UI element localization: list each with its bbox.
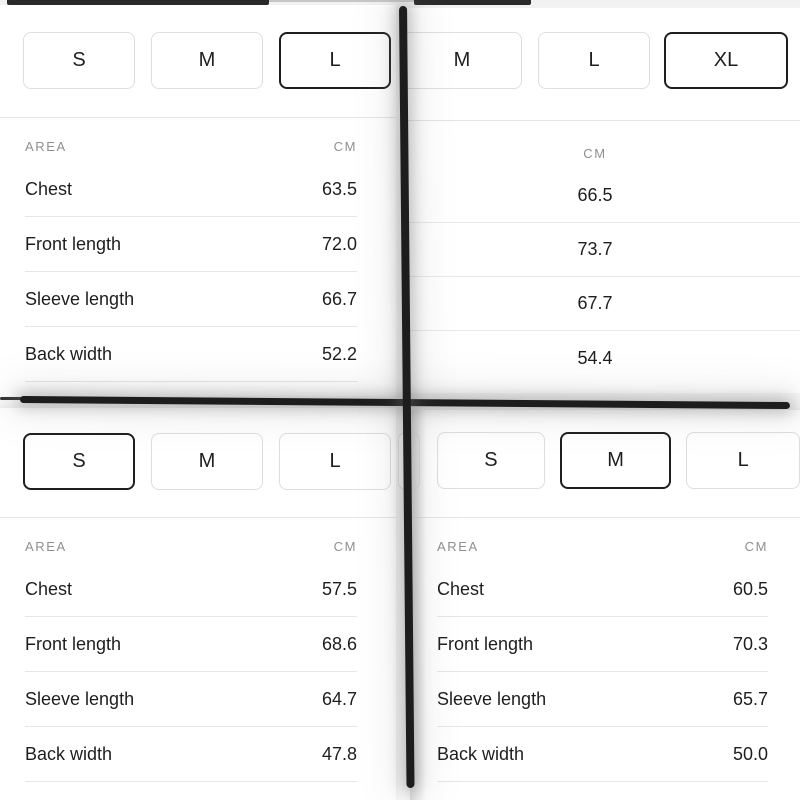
screenshot-top-border-left xyxy=(7,0,269,5)
table-row xyxy=(25,217,357,272)
size-chart-panel-top-right xyxy=(408,8,800,393)
row-value: 47.8 xyxy=(321,743,357,764)
row-value: 65.7 xyxy=(732,688,768,709)
table-row xyxy=(25,727,357,782)
size-button-m[interactable]: M xyxy=(402,32,522,89)
table-row xyxy=(25,617,357,672)
row-label: Back width xyxy=(25,743,113,764)
table-header xyxy=(408,121,800,169)
row-value: 67.7 xyxy=(577,293,613,313)
row-value: 63.5 xyxy=(321,178,357,199)
row-label: Sleeve length xyxy=(25,688,135,709)
row-label: Front length xyxy=(25,233,122,254)
size-button-m[interactable]: M xyxy=(151,32,263,89)
table-row xyxy=(25,272,357,327)
table-row xyxy=(437,617,768,672)
row-label: Sleeve length xyxy=(437,688,547,709)
table-row xyxy=(25,327,357,382)
size-button-xl[interactable]: XL xyxy=(664,32,788,89)
size-selector xyxy=(23,32,396,89)
table-row xyxy=(437,727,768,782)
size-button-s[interactable]: S xyxy=(437,432,545,489)
table-header xyxy=(25,118,357,162)
size-button-l[interactable]: L xyxy=(686,432,800,489)
size-selector xyxy=(437,432,800,489)
area-column-header: AREA xyxy=(25,139,67,154)
size-chart-panel-top-left xyxy=(0,5,396,396)
row-label: Chest xyxy=(25,178,73,199)
area-column-header: AREA xyxy=(437,539,479,554)
table-row xyxy=(408,223,800,277)
size-chart-panel-bottom-left xyxy=(0,408,396,800)
size-selector xyxy=(408,32,800,89)
measurement-table xyxy=(0,118,396,382)
table-row xyxy=(408,331,800,385)
size-button-l[interactable]: L xyxy=(279,32,391,89)
measurement-table xyxy=(410,518,800,782)
row-value: 64.7 xyxy=(321,688,357,709)
row-label: Chest xyxy=(437,578,485,599)
table-row xyxy=(25,562,357,617)
table-row xyxy=(437,562,768,617)
area-column-header: AREA xyxy=(25,539,67,554)
cm-column-header: CM xyxy=(583,146,607,161)
row-value: 54.4 xyxy=(577,347,613,368)
size-button-s[interactable]: S xyxy=(23,433,135,490)
size-selector xyxy=(23,433,396,490)
cm-column-header: CM xyxy=(333,539,357,554)
size-chart-panel-bottom-right xyxy=(410,410,800,800)
row-value: 52.2 xyxy=(321,343,357,364)
row-label: Front length xyxy=(437,633,534,654)
table-row xyxy=(25,672,357,727)
row-value: 70.3 xyxy=(732,633,768,654)
row-label: Back width xyxy=(437,743,525,764)
table-row xyxy=(25,162,357,217)
measurement-table xyxy=(408,121,800,385)
screenshot-top-border-right xyxy=(414,0,531,5)
table-row xyxy=(408,277,800,331)
size-button-m[interactable]: M xyxy=(151,433,263,490)
row-label: Front length xyxy=(25,633,122,654)
row-value: 68.6 xyxy=(321,633,357,654)
table-row xyxy=(408,169,800,223)
table-header xyxy=(437,518,768,562)
size-button-m[interactable]: M xyxy=(560,432,672,489)
cm-column-header: CM xyxy=(744,539,768,554)
row-value: 72.0 xyxy=(321,233,357,254)
size-button-l[interactable]: L xyxy=(538,32,650,89)
row-label: Back width xyxy=(25,343,113,364)
row-value: 66.7 xyxy=(321,288,357,309)
cm-column-header: CM xyxy=(333,139,357,154)
size-button-l[interactable]: L xyxy=(279,433,391,490)
row-value: 60.5 xyxy=(732,578,768,599)
table-row xyxy=(437,672,768,727)
row-label: Chest xyxy=(25,578,73,599)
table-header xyxy=(25,518,357,562)
screenshot-top-edge-line xyxy=(266,0,418,2)
row-label: Sleeve length xyxy=(25,288,135,309)
measurement-table xyxy=(0,518,396,782)
row-value: 57.5 xyxy=(321,578,357,599)
row-value: 66.5 xyxy=(577,185,613,205)
row-value: 50.0 xyxy=(732,743,768,764)
row-value: 73.7 xyxy=(577,239,613,259)
size-button-s[interactable]: S xyxy=(23,32,135,89)
